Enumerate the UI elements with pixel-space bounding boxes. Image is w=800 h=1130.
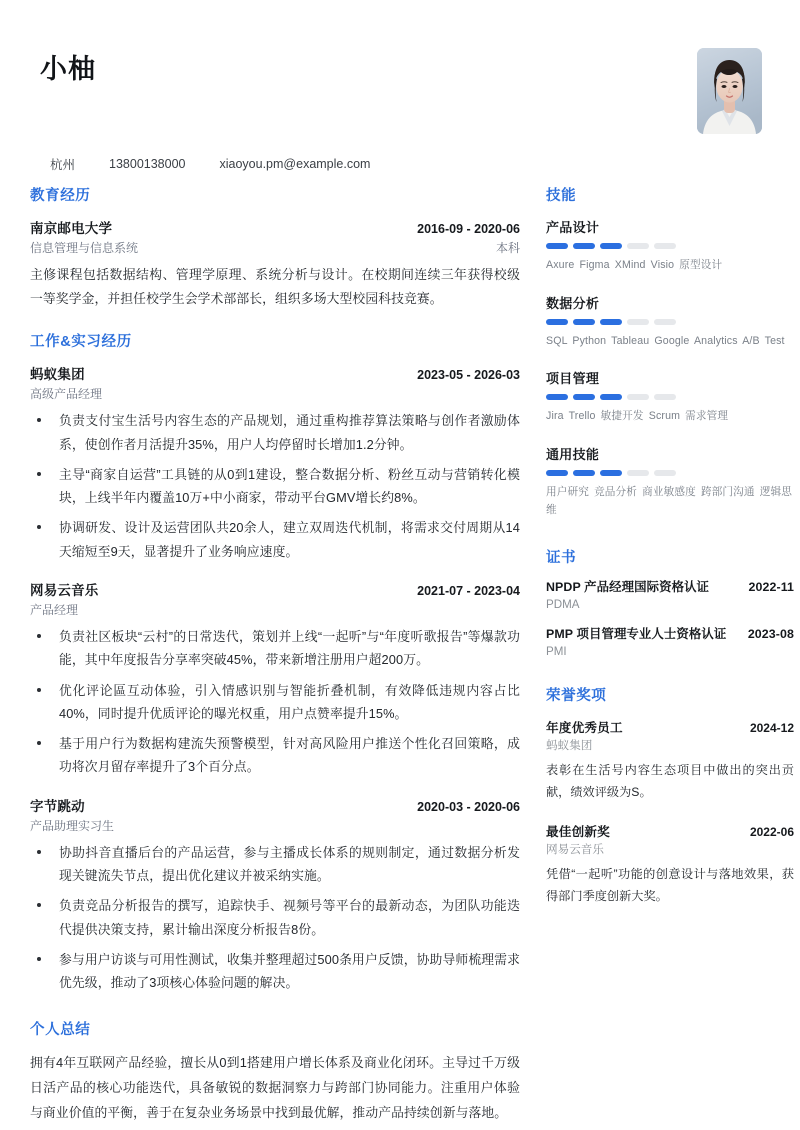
award-name: 最佳创新奖: [546, 824, 610, 839]
certificate-item: [546, 626, 794, 658]
section-title-certificates: 证书: [546, 549, 577, 566]
skill-tags: SQL Python Tableau Google Analytics A/B Test: [546, 334, 785, 347]
summary-text: 拥有4年互联网产品经验，擅长从0到1搭建用户增长体系及商业化闭环。主导过千万级日活产品的核心功能迭代，具备敏锐的数据洞察力与跨部门协同能力。注重用户体验与商业价值的平衡，善于在复杂业务场景中找到最优解，推动产品持续创新与落地。: [30, 1055, 520, 1121]
certificate-item: [546, 579, 794, 611]
experience-entry: [30, 795, 520, 995]
skill-segment: [546, 243, 568, 249]
experience-bullet-list: [30, 409, 520, 563]
skill-segment: [654, 470, 676, 476]
experience-entry-header: [30, 363, 520, 383]
experience-bullet-list: [30, 841, 520, 995]
experience-role: 产品经理: [30, 603, 79, 618]
skill-group-name: 数据分析: [546, 295, 600, 311]
list-item: 主导“商家自运营”工具链的从0到1建设，整合数据分析、粉丝互动与营销转化模块，上线半年内覆盖10万+中小商家，带动平台GMV增长约8%。: [30, 463, 520, 510]
award-header: [546, 717, 794, 736]
award-description: 表彰在生活号内容生态项目中做出的突出贡献，绩效评级为S。: [546, 762, 794, 800]
certificate-title-row: [546, 579, 794, 597]
experience-date: 2023-05 - 2026-03: [417, 368, 520, 383]
list-item: 负责竞品分析报告的撰写，追踪快手、视频号等平台的最新动态，为团队功能迭代提供决策支持，累计输出深度分析报告8份。: [30, 894, 520, 941]
list-item: 协助抖音直播后台的产品运营，参与主播成长体系的规则制定，通过数据分析发现关键流失节点，提出优化建议并被采纳实施。: [30, 841, 520, 888]
skill-segment: [546, 394, 568, 400]
resume-header: [26, 34, 770, 184]
list-item: 参与用户访谈与可用性测试，收集并整理超过500条用户反馈，协助导师梳理需求优先级，推动了3项核心体验问题的解决。: [30, 948, 520, 995]
skill-segment: [600, 470, 622, 476]
experience-entry-header: [30, 795, 520, 815]
skill-segment: [627, 470, 649, 476]
award-org: 网易云音乐: [546, 842, 604, 856]
education-major: 信息管理与信息系统: [30, 241, 139, 255]
experience-role: 产品助理实习生: [30, 818, 115, 833]
award-item: [546, 821, 794, 908]
education-entry-header: [30, 217, 520, 237]
contact-email: xiaoyou.pm@example.com: [219, 157, 371, 172]
skill-segment: [573, 394, 595, 400]
skill-segment: [627, 394, 649, 400]
skill-tags: Jira Trello 敏捷开发 Scrum 需求管理: [546, 410, 729, 423]
experience-bullet-list: [30, 625, 520, 779]
certificate-issuer: PDMA: [546, 597, 580, 611]
skill-segment: [627, 243, 649, 249]
experience-company: 字节跳动: [30, 798, 85, 814]
award-description: 凭借“一起听”功能的创意设计与落地效果，获得部门季度创新大奖。: [546, 866, 794, 904]
header-left: [40, 34, 370, 173]
experience-date: 2020-03 - 2020-06: [417, 799, 520, 814]
certificate-name: PMP 项目管理专业人士资格认证: [546, 626, 727, 641]
list-item: 基于用户行为数据构建流失预警模型，针对高风险用户推送个性化召回策略，成功将次月留存率提升了3个百分点。: [30, 732, 520, 779]
education-entry: [30, 217, 520, 310]
section-skills: [546, 184, 794, 520]
experience-entry-header: [30, 579, 520, 599]
list-item: 负责支付宝生活号内容生态的产品规划，通过重构推荐算法策略与创作者激励体系，使创作者月活提升35%，用户人均停留时长增加1.2分钟。: [30, 409, 520, 456]
skill-level-bar: [546, 470, 794, 476]
section-summary: [30, 1018, 520, 1126]
award-item: [546, 717, 794, 804]
skill-segment: [546, 470, 568, 476]
certificate-date: 2023-08: [747, 626, 794, 641]
experience-company: 网易云音乐: [30, 583, 99, 599]
section-title-experience: 工作&实习经历: [30, 334, 132, 351]
award-date: 2022-06: [749, 824, 794, 839]
section-title-skills: 技能: [546, 188, 577, 204]
contact-row: [40, 155, 370, 173]
skill-group-name: 项目管理: [546, 371, 600, 387]
skill-segment: [600, 319, 622, 325]
skill-segment: [573, 470, 595, 476]
certificate-issuer: PMI: [546, 644, 567, 658]
experience-company: 蚂蚁集团: [30, 367, 85, 383]
skill-group-name: 产品设计: [546, 220, 600, 235]
skill-segment: [573, 243, 595, 249]
list-item: 协调研发、设计及运营团队共20余人，建立双周迭代机制，将需求交付周期从14天缩短至9天，显著提升了业务响应速度。: [30, 516, 520, 563]
main-column: [30, 184, 520, 1130]
skill-segment: [627, 319, 649, 325]
section-title-education: 教育经历: [30, 188, 91, 204]
education-school: 南京邮电大学: [30, 221, 113, 236]
skill-segment: [654, 394, 676, 400]
skill-segment: [600, 394, 622, 400]
experience-entry: [30, 579, 520, 779]
section-title-summary: 个人总结: [30, 1022, 91, 1039]
page-title: 小柚: [40, 54, 96, 84]
contact-phone: 13800138000: [109, 157, 186, 172]
section-education: [30, 184, 520, 310]
award-date: 2024-12: [749, 720, 794, 735]
experience-entry: [30, 363, 520, 563]
portrait-illustration: [697, 48, 762, 134]
skill-segment: [546, 319, 568, 325]
list-item: 负责社区板块“云村”的日常迭代，策划并上线“一起听”与“年度听歌报告”等爆款功能，其中年度报告分享率突破45%，带来新增注册用户超200万。: [30, 625, 520, 672]
skill-group: [546, 444, 794, 520]
skill-level-bar: [546, 394, 794, 400]
award-name: 年度优秀员工: [546, 720, 623, 735]
skill-segment: [654, 243, 676, 249]
experience-entry-subheader: [30, 385, 520, 402]
section-certificates: [546, 546, 794, 658]
skill-group: [546, 293, 794, 351]
skill-group: [546, 368, 794, 426]
award-header: [546, 821, 794, 840]
section-experience: [30, 330, 520, 994]
skill-level-bar: [546, 243, 794, 249]
award-org: 蚂蚁集团: [546, 738, 593, 752]
skill-segment: [573, 319, 595, 325]
section-title-awards: 荣誉奖项: [546, 687, 607, 704]
certificate-date: 2022-11: [748, 579, 794, 594]
section-awards: [546, 684, 794, 908]
experience-date: 2021-07 - 2023-04: [417, 584, 520, 599]
certificate-title-row: [546, 626, 794, 644]
experience-role: 高级产品经理: [30, 387, 103, 402]
skill-level-bar: [546, 319, 794, 325]
skill-group: [546, 217, 794, 275]
experience-entry-subheader: [30, 817, 520, 834]
contact-location: 杭州: [50, 158, 76, 173]
skill-segment: [654, 319, 676, 325]
skill-tags: Axure Figma XMind Visio 原型设计: [546, 259, 723, 271]
list-item: 优化评论區互动体验，引入情感识别与智能折叠机制，有效降低违规内容占比40%，同时提升优质评论的曝光权重，用户点赞率提升15%。: [30, 679, 520, 726]
skill-group-name: 通用技能: [546, 446, 600, 462]
education-entry-subheader: [30, 239, 520, 256]
certificate-name: NPDP 产品经理国际资格认证: [546, 579, 710, 594]
education-degree: 本科: [495, 241, 520, 255]
education-date: 2016-09 - 2020-06: [417, 222, 520, 236]
skill-tags: 用户研究 竞品分析 商业敏感度 跨部门沟通 逻辑思维: [546, 485, 792, 517]
experience-entry-subheader: [30, 601, 520, 618]
education-description: 主修课程包括数据结构、管理学原理、系统分析与设计。在校期间连续三年获得校级一等奖学金，并担任校学生会学术部部长，组织多场大型校园科技竞赛。: [30, 267, 520, 306]
avatar: [697, 48, 762, 134]
resume-body: [26, 184, 794, 1130]
sidebar-column: [546, 184, 794, 1130]
skill-segment: [600, 243, 622, 249]
